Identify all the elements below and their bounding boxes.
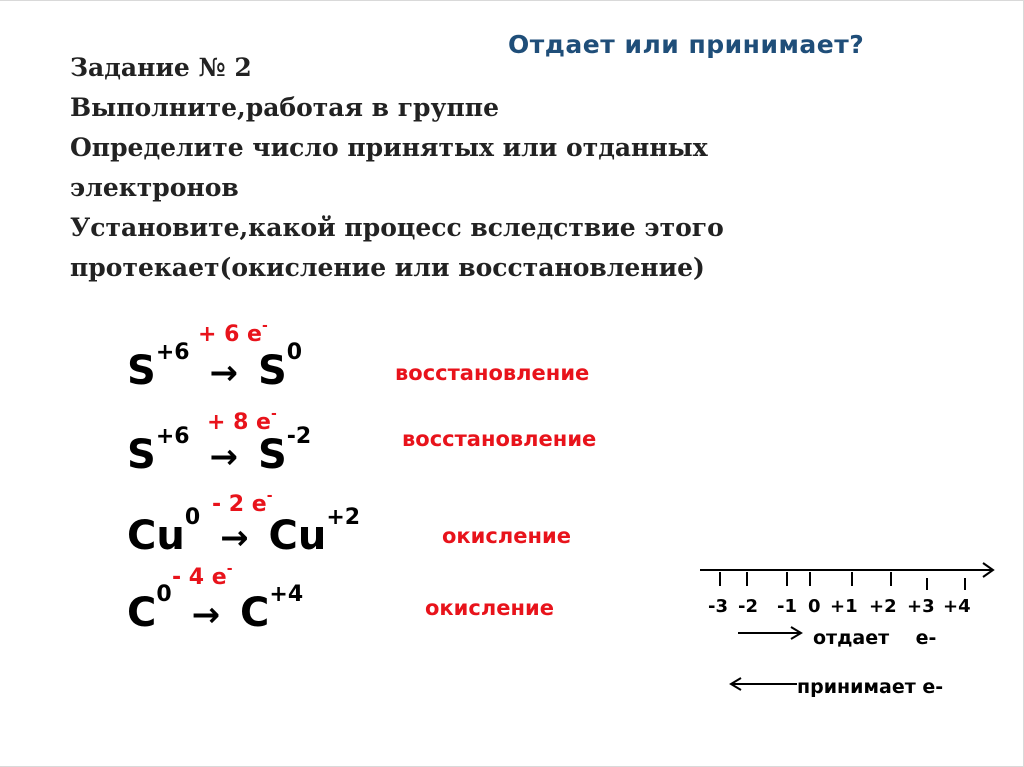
oxidation-state: +6: [155, 424, 190, 449]
slide-title: Отдает или принимает?: [508, 30, 865, 59]
scale-tick-label: +3: [907, 596, 935, 617]
oxidation-state: +6: [155, 340, 190, 365]
task-line: электронов: [70, 173, 239, 202]
task-line: протекает(окисление или восстановление): [70, 253, 705, 282]
oxidation-state: -2: [286, 424, 312, 449]
electron-sup: -: [226, 561, 233, 577]
electron-count: [198, 318, 268, 347]
left-arrow-icon: [727, 676, 799, 692]
equation-row: [127, 340, 303, 394]
arrow-icon: →: [191, 595, 221, 635]
task-line: Выполните,работая в группе: [70, 93, 500, 122]
task-line: Определите число принятых или отданных: [70, 133, 708, 162]
equation-row: [127, 424, 312, 478]
oxidation-scale-axis: [695, 560, 1000, 600]
gives-electrons-label: отдает е-: [813, 627, 937, 649]
arrow-icon: →: [209, 353, 238, 393]
oxidation-state: +4: [269, 582, 304, 607]
scale-tick-label: -2: [738, 596, 758, 617]
electron-count-text: + 6 е: [198, 322, 262, 347]
element-symbol: Cu: [268, 513, 327, 559]
equation-row: [127, 582, 304, 636]
electron-count-text: - 2 е: [212, 492, 267, 517]
process-label: окисление: [425, 596, 554, 620]
oxidation-state: +2: [326, 505, 361, 530]
electron-count: [172, 561, 233, 590]
scale-tick-label: +1: [830, 596, 858, 617]
process-label: восстановление: [402, 427, 597, 451]
element-symbol: C: [127, 590, 157, 636]
right-arrow-icon: [735, 625, 805, 641]
scale-tick-label: -1: [777, 596, 797, 617]
task-text: [70, 48, 724, 288]
element-symbol: S: [257, 432, 287, 478]
electron-count-text: - 4 е: [172, 565, 227, 590]
frame-top-border: [0, 0, 1024, 1]
electron-sup: -: [270, 406, 277, 422]
arrow-icon: →: [209, 437, 238, 477]
scale-tick-label: +2: [869, 596, 897, 617]
task-line: Установите,какой процесс вследствие этого: [70, 213, 724, 242]
takes-electrons-label: принимает е-: [797, 676, 944, 698]
scale-tick-label: +4: [943, 596, 971, 617]
element-symbol: Cu: [127, 513, 185, 559]
equation-row: [127, 505, 361, 559]
scale-tick-label: 0: [808, 596, 821, 617]
oxidation-state: 0: [156, 582, 172, 607]
electron-sup: -: [261, 318, 268, 334]
element-symbol: S: [127, 432, 156, 478]
arrow-icon: →: [220, 518, 249, 558]
element-symbol: S: [257, 348, 287, 394]
oxidation-state: 0: [286, 340, 303, 365]
scale-tick-label: -3: [708, 596, 728, 617]
element-symbol: S: [127, 348, 156, 394]
oxidation-state: 0: [184, 505, 201, 530]
electron-sup: -: [266, 488, 273, 504]
element-symbol: C: [240, 590, 270, 636]
task-line: Задание № 2: [70, 53, 252, 82]
electron-count-text: + 8 е: [207, 410, 271, 435]
process-label: окисление: [442, 524, 571, 548]
process-label: восстановление: [395, 361, 590, 385]
